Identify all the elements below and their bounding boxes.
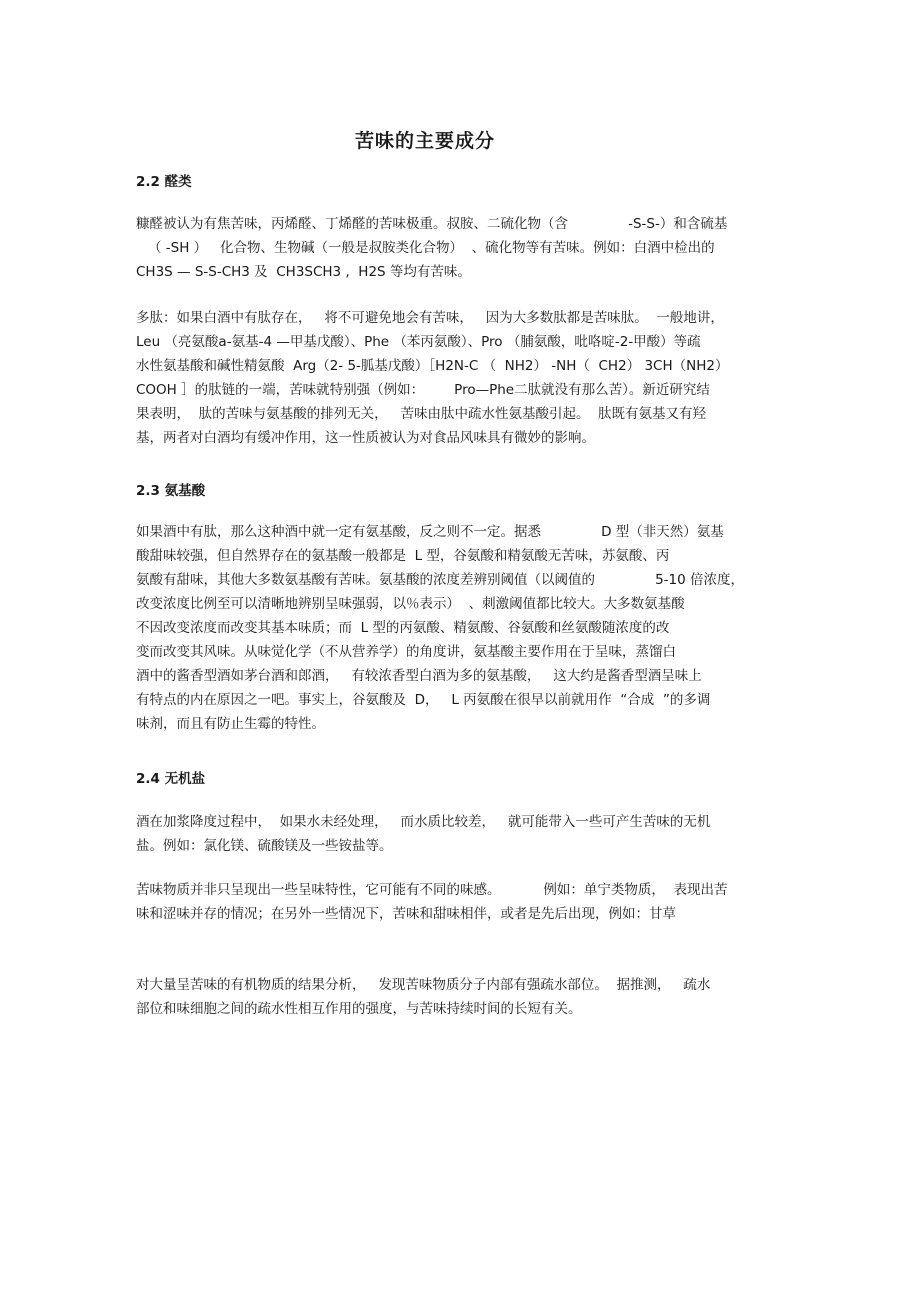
- paragraph-hydrophobic-analysis: [136, 973, 710, 1021]
- text-line: 味剂，而且有防止生霉的特性。: [136, 716, 325, 732]
- text-line: 氨酸有甜味，其他大多数氨基酸有苦味。氨基酸的浓度差辨别阈值（以阈值的 5-10 倍浓度，: [136, 572, 745, 588]
- text-line: 基，两者对白酒均有缓冲作用，这一性质被认为对食品风味具有微妙的影响。: [136, 430, 595, 446]
- section-heading-2-3: 2.3 氨基酸: [136, 483, 206, 499]
- text-line: 如果酒中有肽，那么这种酒中就一定有氨基酸，反之则不一定。据悉 D 型（非天然）氨基: [136, 524, 724, 540]
- text-line: 多肽：如果白酒中有肽存在， 将不可避免地会有苦味， 因为大多数肽都是苦味肽。 一般地讲，: [136, 310, 724, 326]
- text-line: 改变浓度比例至可以清晰地辨别呈味强弱，以％表示） 、刺激阈值都比较大。大多数氨基酸: [136, 596, 685, 612]
- text-line: 糠醛被认为有焦苦味，丙烯醛、丁烯醛的苦味极重。叔胺、二硫化物（含 -S-S-）和含硫基: [136, 216, 728, 232]
- text-line: 水性氨基酸和碱性精氨酸 Arg（2- 5-胍基戊酸）［H2N-C （ NH2） -NH（ CH2） 3CH（NH2）: [136, 358, 729, 374]
- document-title: 苦味的主要成分: [354, 130, 495, 152]
- text-line: 酒在加浆降度过程中， 如果水未经处理， 而水质比较差， 就可能带入一些可产生苦味的无机: [136, 814, 711, 830]
- paragraph-inorganic-salts: [136, 810, 710, 858]
- text-line: 不因改变浓度而改变其基本味质；而 L 型的丙氨酸、精氨酸、谷氨酸和丝氨酸随浓度的改: [136, 620, 670, 636]
- text-line: CH3S — S-S-CH3 及 CH3SCH3 , H2S 等均有苦味。: [136, 264, 471, 280]
- text-line: 有特点的内在原因之一吧。事实上，谷氨酸及 D， L 丙氨酸在很早以前就用作 “合成 ”的多调: [136, 692, 711, 708]
- paragraph-bitter-characteristics: [136, 878, 728, 926]
- text-line: Leu （亮氨酸a-氨基-4 —甲基戊酸）、Phe （苯丙氨酸）、Pro （脯氨酸，吡咯啶-2-甲酸）等疏: [136, 334, 701, 350]
- text-line: 酸甜味较强，但自然界存在的氨基酸一般都是 L 型，谷氨酸和精氨酸无苦味，苏氨酸、丙: [136, 548, 670, 564]
- text-line: 变而改变其风味。从味觉化学（不从营养学）的角度讲，氨基酸主要作用在于呈味，蒸馏白: [136, 644, 676, 660]
- text-line: （ -SH ） 化合物、生物碱（一般是叔胺类化合物） 、硫化物等有苦味。例如：白酒中检出的: [148, 240, 715, 256]
- text-line: 味和涩味并存的情况；在另外一些情况下，苦味和甜味相伴，或者是先后出现，例如：甘草: [136, 906, 676, 922]
- paragraph-amino-acids: [136, 520, 744, 736]
- text-line: 对大量呈苦味的有机物质的结果分析， 发现苦味物质分子内部有强疏水部位。 据推测， 疏水: [136, 977, 711, 993]
- paragraph-aldehydes: [136, 212, 727, 284]
- text-line: 盐。例如：氯化镁、硫酸镁及一些铵盐等。: [136, 838, 393, 854]
- paragraph-peptides: [136, 306, 728, 450]
- text-line: 酒中的酱香型酒如茅台酒和郎酒， 有较浓香型白酒为多的氨基酸， 这大约是酱香型酒呈味上: [136, 668, 702, 684]
- text-line: 部位和味细胞之间的疏水性相互作用的强度，与苦味持续时间的长短有关。: [136, 1001, 582, 1017]
- section-heading-2-4: 2.4 无机盐: [136, 771, 206, 787]
- text-line: 苦味物质并非只呈现出一些呈味特性，它可能有不同的味感。 例如：单宁类物质， 表现出苦: [136, 882, 728, 898]
- text-line: 果表明， 肽的苦味与氨基酸的排列无关， 苦味由肽中疏水性氨基酸引起。 肽既有氨基又有羟: [136, 406, 707, 422]
- section-heading-2-2: 2.2 醛类: [136, 174, 192, 190]
- text-line: COOH ］的肽链的一端，苦味就特别强（例如： Pro—Phe二肽就没有那么苦）。新近研究结: [136, 382, 710, 398]
